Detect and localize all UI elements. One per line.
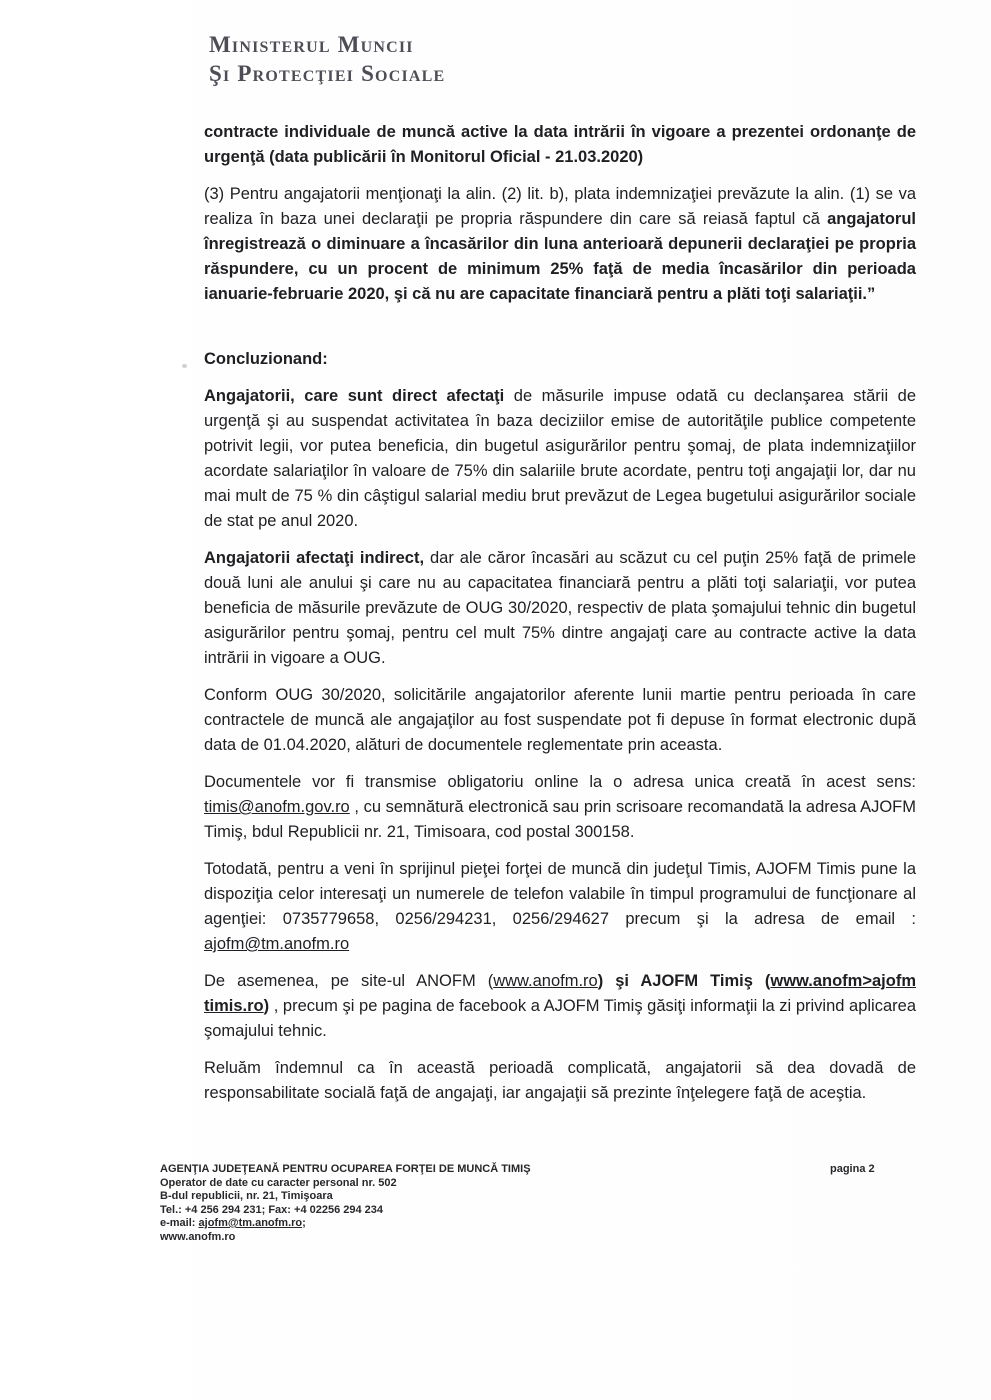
text-segment: AGENŢIA JUDEŢEANĂ PENTRU OCUPAREA FORŢEI DE MUNCĂ TIMIŞ xyxy=(160,1163,531,1175)
agency-footer xyxy=(160,1163,531,1244)
ministry-name-line1: Ministerul Muncii xyxy=(209,32,414,57)
text-segment: De asemenea, pe site-ul ANOFM ( xyxy=(204,972,494,990)
text-segment: Reluăm îndemnul ca în această perioadă complicată, angajatorii să dea dovadă de responsabilitate socială faţă de angajaţi, iar angajaţii să prezinte înţelegere faţă de aceştia. xyxy=(204,1059,916,1102)
para-ordonanta-urgenta xyxy=(204,120,916,170)
footer-email xyxy=(160,1217,531,1231)
text-segment: ; xyxy=(302,1217,306,1229)
para-conform-oug xyxy=(204,683,916,758)
para-angajatori-indirecti xyxy=(204,546,916,671)
footer-agency xyxy=(160,1163,531,1177)
text-segment: , precum şi pe pagina de facebook a AJOFM Timiş găsiţi informaţii la zi privind aplicarea şomajului tehnic. xyxy=(204,997,916,1040)
text-segment: de măsurile impuse odată cu declanşarea stării de urgenţă şi au suspendat activitatea în baza deciziilor emise de autorităţile publice competente potrivit legii, vor putea beneficia, din bugetul asigurărilor pentru şomaj, de plata indemnizaţiilor acordate salariaţilor în valoare de 75% din salariile brute acordate, pentru toţi angajaţii lor, dar nu mai mult de 75 % din câştigul salarial mediu brut prevăzut de Legea bugetului asigurărilor sociale de stat pe anul 2020. xyxy=(204,387,916,530)
text-segment: Conform OUG 30/2020, solicitările angajatorilor aferente lunii martie pentru perioada în care contractele de muncă ale angajaţilor au fost suspendate pot fi depuse în format electronic după data de 01.04.2020, alături de documentele reglementate prin aceasta. xyxy=(204,686,916,754)
text-segment: e-mail: xyxy=(160,1217,199,1229)
para-telefoane xyxy=(204,857,916,957)
scan-artifact-dot xyxy=(182,364,187,368)
text-segment: Angajatorii, care sunt direct afectaţi xyxy=(204,387,505,405)
footer-website xyxy=(160,1231,531,1245)
text-segment: Tel.: +4 256 294 231; Fax: +4 02256 294 234 xyxy=(160,1203,384,1216)
link[interactable]: ajofm@tm.anofm.ro xyxy=(198,1217,303,1229)
text-segment: ) xyxy=(263,997,270,1015)
text-segment: angajatorul înregistrează o diminuare a încasărilor din luna anterioară depunerii declaraţiei pe propria răspundere, cu un procent de minimum 25% faţă de media încasărilor din perioada ianuarie-februarie 2020, şi că nu are capacitate financiară pentru a plăti toţi salariaţii.” xyxy=(204,210,916,303)
text-segment: Angajatorii afectaţi indirect, xyxy=(204,549,425,567)
text-segment: www.anofm.ro xyxy=(160,1230,236,1243)
footer-address xyxy=(160,1190,531,1204)
text-segment: , cu semnătură electronică sau prin scrisoare recomandată la adresa AJOFM Timiş, bdul Republicii nr. 21, Timisoara, cod postal 300158. xyxy=(204,798,916,841)
ministry-name-line2: Şi Protecţiei Sociale xyxy=(209,61,446,86)
footer-phone-fax xyxy=(160,1204,531,1218)
para-indemn xyxy=(204,1056,916,1106)
ministry-letterhead xyxy=(209,30,445,88)
intro-paragraphs xyxy=(204,120,916,307)
para-alin-3 xyxy=(204,182,916,307)
link[interactable]: timis@anofm.gov.ro xyxy=(204,798,350,816)
conclusion-heading: Concluzionand: xyxy=(204,350,328,368)
text-segment: contracte individuale de muncă active la data intrării în vigoare a prezentei ordonanţe de urgenţă (data publicării în Monitorul Oficial - 21.03.2020) xyxy=(204,123,916,166)
link[interactable]: www.anofm>ajofm timis.ro xyxy=(204,972,916,1015)
para-site-uri xyxy=(204,969,916,1044)
text-segment: Operator de date cu caracter personal nr. 502 xyxy=(160,1176,397,1189)
document-body xyxy=(204,120,916,1118)
para-documente-online xyxy=(204,770,916,845)
text-segment: (3) Pentru angajatorii menţionaţi la alin. (2) lit. b), plata indemnizaţiei prevăzute la alin. (1) se va realiza în baza unei declaraţii pe propria răspundere din care să reiasă faptul că xyxy=(204,185,916,228)
conclusion-paragraphs xyxy=(204,384,916,1106)
para-angajatori-directi xyxy=(204,384,916,534)
text-segment: ) şi AJOFM Timiş ( xyxy=(597,972,771,990)
text-segment: dar ale căror încasări au scăzut cu cel puţin 25% faţă de primele două luni ale anului şi care nu au capacitatea financiară pentru a plăti toţi salariaţii, vor putea beneficia de măsurile prevăzute de OUG 30/2020, respectiv de plata şomajului tehnic din bugetul asigurărilor pentru şomaj, pentru cel mult 75% dintre angajaţi care au contracte active la data intrării in vigoare a OUG. xyxy=(204,549,917,667)
link[interactable]: ajofm@tm.anofm.ro xyxy=(204,935,350,953)
link[interactable]: www.anofm.ro xyxy=(493,972,598,990)
text-segment: B-dul republicii, nr. 21, Timişoara xyxy=(160,1190,333,1202)
text-segment: Documentele vor fi transmise obligatoriu online la o adresa unica creată în acest sens: xyxy=(204,773,916,791)
text-segment: Totodată, pentru a veni în sprijinul pieţei forţei de muncă din judeţul Timis, AJOFM Timis pune la dispoziţia celor interesaţi un numerele de telefon valabile în timpul programului de funcţionare al agenţiei: 0735779658, 0256/294231, 0256/294627 precum şi la adresa de email : xyxy=(204,860,916,928)
page-number: pagina 2 xyxy=(830,1163,875,1175)
footer-operator xyxy=(160,1177,531,1191)
